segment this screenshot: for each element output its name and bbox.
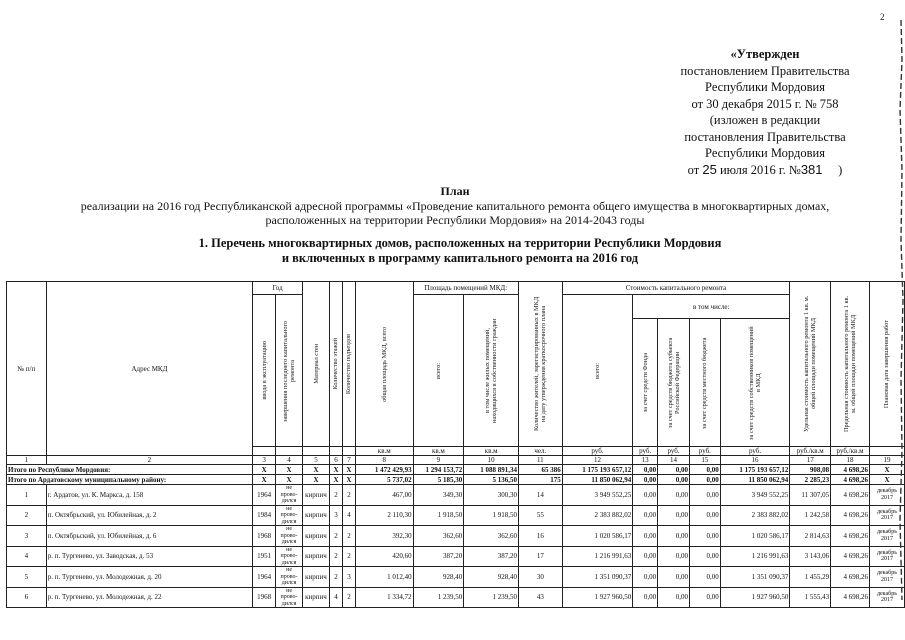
cell-entrances: 2 [342, 485, 355, 506]
mkd-table [6, 281, 905, 608]
cell-floors: 2 [329, 567, 342, 588]
totals-cell: 0,00 [689, 465, 720, 475]
header-unit-cost: Удельная стоимость капитального ремонта 1 кв. м. общей площади помещений МКД [803, 295, 818, 433]
header-area-all: всего: [434, 362, 442, 379]
cell-cost-all: 1 351 090,37 [562, 567, 633, 588]
cell-total-area: 1 012,40 [355, 567, 413, 588]
cell-cost-fund: 0,00 [633, 485, 658, 506]
totals-cell: 2 285,23 [790, 475, 831, 485]
cell-unit-cost: 3 143,06 [790, 546, 831, 567]
cell-year-built: 1964 [253, 485, 276, 506]
cell-cost-region: 0,00 [658, 485, 690, 506]
totals-cell: X [253, 465, 276, 475]
plan-heading [60, 184, 850, 228]
header-total-area: общая площадь МКД, всего [380, 326, 388, 402]
cell-total-area: 420,60 [355, 546, 413, 567]
cell-unit-cost: 1 555,43 [790, 587, 831, 608]
cell-max-cost: 4 698,26 [831, 526, 870, 547]
totals-cell: X [253, 475, 276, 485]
cell-cost-fund: 0,00 [633, 567, 658, 588]
column-number: 9 [413, 456, 464, 465]
cell-material: кирпич [303, 546, 330, 567]
plan-subtitle-line: расположенных на территории Республики Мордовия» на 2014-2043 годы [265, 213, 645, 227]
cell-num: 3 [7, 526, 47, 547]
cell-cost-fund: 0,00 [633, 546, 658, 567]
totals-cell: 0,00 [658, 475, 690, 485]
cell-cost-owners: 1 927 960,50 [720, 587, 790, 608]
cell-year-built: 1968 [253, 526, 276, 547]
cell-year-built: 1964 [253, 567, 276, 588]
cell-cost-region: 0,00 [658, 546, 690, 567]
cell-num: 1 [7, 485, 47, 506]
cell-cost-region: 0,00 [658, 587, 690, 608]
header-floors: Количество этажей [332, 338, 340, 390]
column-number: 11 [518, 456, 562, 465]
cell-floors: 2 [329, 526, 342, 547]
cell-cost-owners: 3 949 552,25 [720, 485, 790, 506]
totals-cell: 175 [518, 475, 562, 485]
column-number-row [7, 456, 905, 465]
totals-cell: 1 175 193 657,12 [562, 465, 633, 475]
cell-cost-owners: 1 216 991,63 [720, 546, 790, 567]
cell-cost-local: 0,00 [689, 587, 720, 608]
plan-title: План [440, 184, 470, 198]
cell-material: кирпич [303, 567, 330, 588]
cell-year-built: 1968 [253, 587, 276, 608]
totals-cell: 908,08 [790, 465, 831, 475]
column-number: 16 [720, 456, 790, 465]
cell-cost-region: 0,00 [658, 526, 690, 547]
unit-cell: руб. [562, 447, 633, 456]
cell-cost-owners: 1 020 586,17 [720, 526, 790, 547]
totals-cell: X [342, 465, 355, 475]
cell-cost-owners: 2 383 882,02 [720, 505, 790, 526]
cell-address: г. Ардатов, ул. К. Маркса, д. 158 [46, 485, 252, 506]
approval-line: постановления Правительства [684, 129, 846, 144]
totals-cell: 4 698,26 [831, 475, 870, 485]
totals-cell: 4 698,26 [831, 465, 870, 475]
column-number: 10 [464, 456, 519, 465]
cell-plan-date: декабрь 2017 [869, 587, 904, 608]
unit-cell: кв.м [413, 447, 464, 456]
totals-row [7, 465, 905, 475]
column-number: 7 [342, 456, 355, 465]
header-year-built: ввода в эксплуатацию [260, 341, 268, 400]
header-entrances: Количество подъездов [345, 333, 353, 395]
cell-max-cost: 4 698,26 [831, 546, 870, 567]
approval-date-day: 25 [702, 161, 717, 177]
unit-cell: чел. [518, 447, 562, 456]
header-cost-fund: за счет средств Фонда [641, 352, 649, 413]
cell-year-repair: не прово-дился [276, 567, 303, 588]
totals-cell: 1 088 891,34 [464, 465, 519, 475]
cell-cost-local: 0,00 [689, 546, 720, 567]
cell-address: п. Октябрьский, ул. Юбилейная, д. 2 [46, 505, 252, 526]
unit-cell: руб. [720, 447, 790, 456]
totals-cell: 0,00 [633, 475, 658, 485]
cell-total-area: 1 334,72 [355, 587, 413, 608]
cell-entrances: 2 [342, 526, 355, 547]
totals-label: Итого по Ардатовскому муниципальному району: [7, 475, 253, 485]
totals-body [7, 465, 905, 485]
column-number: 18 [831, 456, 870, 465]
column-number: 17 [790, 456, 831, 465]
cell-year-built: 1951 [253, 546, 276, 567]
cell-cost-region: 0,00 [658, 567, 690, 588]
totals-cell: 5 737,02 [355, 475, 413, 485]
cell-material: кирпич [303, 526, 330, 547]
cell-total-area: 2 110,30 [355, 505, 413, 526]
cell-area-citizens: 362,60 [464, 526, 519, 547]
cell-material: кирпич [303, 485, 330, 506]
cell-address: р. п. Тургенево, ул. Молодежная, д. 20 [46, 567, 252, 588]
totals-cell: X [303, 465, 330, 475]
cell-cost-all: 1 020 586,17 [562, 526, 633, 547]
cell-total-area: 392,30 [355, 526, 413, 547]
rows-body [7, 485, 905, 608]
header-max-cost: Предельная стоимость капитального ремонта 1 кв. м. общей площади помещений МКД [843, 295, 858, 433]
cell-total-area: 467,00 [355, 485, 413, 506]
unit-cell: руб. [633, 447, 658, 456]
totals-cell: 5 185,30 [413, 475, 464, 485]
cell-area-all: 1 239,50 [413, 587, 464, 608]
unit-cell: кв.м [464, 447, 519, 456]
cell-cost-fund: 0,00 [633, 526, 658, 547]
cell-unit-cost: 1 455,29 [790, 567, 831, 588]
cell-cost-all: 3 949 552,25 [562, 485, 633, 506]
column-number: 14 [658, 456, 690, 465]
column-number: 19 [869, 456, 904, 465]
cell-entrances: 2 [342, 546, 355, 567]
cell-area-citizens: 928,40 [464, 567, 519, 588]
column-number: 8 [355, 456, 413, 465]
header-cost-owners: за счет средств собственников помещений в МКД [748, 325, 763, 440]
column-number: 5 [303, 456, 330, 465]
cell-area-citizens: 300,30 [464, 485, 519, 506]
header-year-repair: завершения последнего капитального ремонта [282, 319, 297, 422]
approval-line: Республики Мордовия [705, 80, 825, 94]
approval-date-line [650, 162, 880, 179]
column-number: 3 [253, 456, 276, 465]
column-number: 4 [276, 456, 303, 465]
totals-cell: 5 136,50 [464, 475, 519, 485]
plan-subtitle-line: реализации на 2016 год Республиканской адресной программы «Проведение капитального ремонта общего имущества в многоквартирных домах, [80, 198, 830, 213]
cell-area-all: 387,20 [413, 546, 464, 567]
cell-area-all: 362,60 [413, 526, 464, 547]
cell-floors: 2 [329, 485, 342, 506]
cell-num: 5 [7, 567, 47, 588]
cell-cost-region: 0,00 [658, 505, 690, 526]
cell-area-citizens: 387,20 [464, 546, 519, 567]
cell-max-cost: 4 698,26 [831, 505, 870, 526]
header-cost-incl: в том числе: [633, 295, 790, 319]
cell-entrances: 4 [342, 505, 355, 526]
cell-residents: 43 [518, 587, 562, 608]
unit-cell: руб. [658, 447, 690, 456]
cell-year-built: 1984 [253, 505, 276, 526]
header-year: Год [253, 282, 303, 295]
totals-cell: 0,00 [633, 465, 658, 475]
cell-area-all: 928,40 [413, 567, 464, 588]
cell-residents: 14 [518, 485, 562, 506]
cell-plan-date: декабрь 2017 [869, 526, 904, 547]
totals-cell: 1 472 429,93 [355, 465, 413, 475]
totals-cell: X [276, 465, 303, 475]
approval-line: Республики Мордовия [705, 146, 825, 160]
cell-plan-date: декабрь 2017 [869, 505, 904, 526]
totals-cell: 1 294 153,72 [413, 465, 464, 475]
column-number: 15 [689, 456, 720, 465]
cell-residents: 30 [518, 567, 562, 588]
totals-cell: 11 850 062,94 [562, 475, 633, 485]
totals-cell: X [303, 475, 330, 485]
column-number: 2 [46, 456, 252, 465]
cell-floors: 3 [329, 505, 342, 526]
cell-area-all: 1 918,50 [413, 505, 464, 526]
cell-num: 6 [7, 587, 47, 608]
cell-unit-cost: 11 307,05 [790, 485, 831, 506]
header-cost-region: за счет средств бюджета субъекта Российской Федерации [666, 337, 681, 428]
cell-cost-local: 0,00 [689, 567, 720, 588]
cell-year-repair: не прово-дился [276, 485, 303, 506]
table-row [7, 485, 905, 506]
cell-entrances: 2 [342, 587, 355, 608]
cell-cost-all: 2 383 882,02 [562, 505, 633, 526]
cell-unit-cost: 1 242,58 [790, 505, 831, 526]
cell-cost-all: 1 216 991,63 [562, 546, 633, 567]
table-header [7, 282, 905, 465]
totals-cell: 65 386 [518, 465, 562, 475]
header-cost-all: всего: [593, 362, 601, 379]
totals-cell: 1 175 193 657,12 [720, 465, 790, 475]
table-row [7, 526, 905, 547]
cell-residents: 16 [518, 526, 562, 547]
cell-entrances: 3 [342, 567, 355, 588]
table-row [7, 587, 905, 608]
cell-num: 2 [7, 505, 47, 526]
cell-area-citizens: 1 239,50 [464, 587, 519, 608]
totals-cell: 11 850 062,94 [720, 475, 790, 485]
cell-cost-local: 0,00 [689, 505, 720, 526]
cell-address: р. п. Тургенево, ул. Молодежная, д. 22 [46, 587, 252, 608]
cell-address: п. Октябрьский, ул. Юбилейная, д. 6 [46, 526, 252, 547]
cell-residents: 17 [518, 546, 562, 567]
scan-edge-artifact [893, 0, 905, 640]
header-cost-group: Стоимость капитального ремонта [562, 282, 790, 295]
header-material: Материал стен [312, 344, 320, 384]
totals-cell: X [869, 465, 904, 475]
approval-line: (изложен в редакции [709, 113, 821, 127]
approval-date-month-year: июля 2016 г. № [719, 162, 801, 177]
cell-max-cost: 4 698,26 [831, 485, 870, 506]
cell-year-repair: не прово-дился [276, 505, 303, 526]
cell-plan-date: декабрь 2017 [869, 567, 904, 588]
section-heading [80, 236, 840, 266]
cell-floors: 4 [329, 587, 342, 608]
totals-cell: 0,00 [689, 475, 720, 485]
approval-line: «Утвержден [730, 47, 800, 61]
cell-max-cost: 4 698,26 [831, 587, 870, 608]
cell-material: кирпич [303, 587, 330, 608]
cell-area-all: 349,30 [413, 485, 464, 506]
totals-cell: X [329, 465, 342, 475]
approval-date-prefix: от [687, 162, 700, 177]
header-area-citizens: в том числе жилых помещений, находящихся в собственности граждан [484, 318, 499, 423]
cell-cost-all: 1 927 960,50 [562, 587, 633, 608]
approval-stamp [650, 46, 880, 178]
header-plan-date: Плановая дата завершения работ [883, 319, 891, 409]
totals-cell: X [342, 475, 355, 485]
cell-floors: 2 [329, 546, 342, 567]
unit-cell: руб. [689, 447, 720, 456]
cell-cost-fund: 0,00 [633, 587, 658, 608]
section-heading-line: 1. Перечень многоквартирных домов, расположенных на территории Республики Мордовия [198, 236, 722, 250]
column-number: 13 [633, 456, 658, 465]
approval-line: постановлением Правительства [680, 63, 850, 78]
totals-cell: X [276, 475, 303, 485]
totals-cell: 0,00 [658, 465, 690, 475]
header-premises-area: Площадь помещений МКД: [413, 282, 518, 295]
approval-line: от 30 декабря 2015 г. № 758 [691, 96, 839, 111]
cell-plan-date: декабрь 2017 [869, 485, 904, 506]
cell-plan-date: декабрь 2017 [869, 546, 904, 567]
totals-row [7, 475, 905, 485]
cell-cost-owners: 1 351 090,37 [720, 567, 790, 588]
header-cost-local: за счет средств местного бюджета [701, 336, 709, 429]
cell-residents: 55 [518, 505, 562, 526]
unit-cell: руб./кв.м [790, 447, 831, 456]
header-num: № п/п [7, 282, 47, 456]
totals-label: Итого по Республике Мордовия: [7, 465, 253, 475]
unit-cell: кв.м [355, 447, 413, 456]
table-row [7, 567, 905, 588]
page-number: 2 [880, 12, 885, 22]
cell-cost-local: 0,00 [689, 485, 720, 506]
cell-material: кирпич [303, 505, 330, 526]
cell-max-cost: 4 698,26 [831, 567, 870, 588]
cell-cost-fund: 0,00 [633, 505, 658, 526]
cell-year-repair: не прово-дился [276, 587, 303, 608]
column-number: 6 [329, 456, 342, 465]
cell-num: 4 [7, 546, 47, 567]
cell-cost-local: 0,00 [689, 526, 720, 547]
header-residents: Количество жителей, зарегистрированных в МКД на дату утверждения краткосрочного плана [533, 296, 548, 432]
totals-cell: X [329, 475, 342, 485]
approval-date-number: 381 [800, 161, 823, 177]
approval-date-close: ) [838, 162, 843, 177]
column-number: 12 [562, 456, 633, 465]
cell-address: р. п. Тургенево, ул. Заводская, д. 53 [46, 546, 252, 567]
header-address: Адрес МКД [46, 282, 252, 456]
section-heading-line: и включенных в программу капитального ремонта на 2016 год [281, 251, 639, 265]
unit-cell: руб./кв.м [831, 447, 870, 456]
table-row [7, 505, 905, 526]
cell-year-repair: не прово-дился [276, 526, 303, 547]
totals-cell: X [869, 475, 904, 485]
cell-year-repair: не прово-дился [276, 546, 303, 567]
cell-area-citizens: 1 918,50 [464, 505, 519, 526]
cell-unit-cost: 2 814,63 [790, 526, 831, 547]
table-row [7, 546, 905, 567]
column-number: 1 [7, 456, 47, 465]
